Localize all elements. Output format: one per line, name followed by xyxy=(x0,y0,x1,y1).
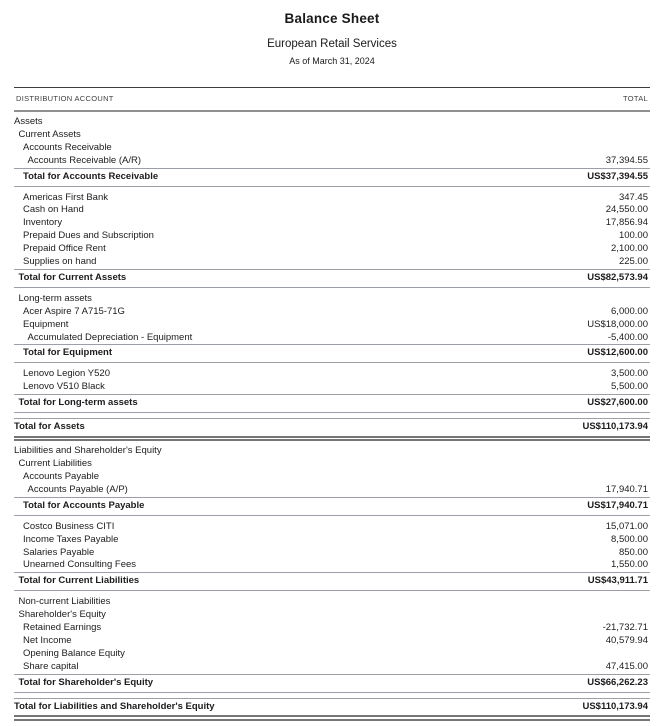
company-name: European Retail Services xyxy=(267,38,397,50)
row-label: Salaries Payable xyxy=(23,546,95,558)
row-label: Liabilities and Shareholder's Equity xyxy=(14,445,162,457)
report-header xyxy=(0,0,664,66)
table-row xyxy=(14,217,650,230)
row-value: 5,500.00 xyxy=(611,381,648,393)
row-value: 347.45 xyxy=(618,191,648,203)
table-row xyxy=(14,192,650,205)
row-value: 8,500.00 xyxy=(611,533,648,545)
table-row xyxy=(14,484,650,497)
row-label: Costco Business CITI xyxy=(23,520,115,532)
row-value: US$110,173.94 xyxy=(582,700,648,712)
table-row xyxy=(14,534,650,547)
row-label: Supplies on hand xyxy=(23,256,97,268)
table-row xyxy=(14,458,650,471)
row-label: Accounts Payable (A/P) xyxy=(27,483,128,495)
row-label: Lenovo Legion Y520 xyxy=(23,368,110,380)
row-value: US$110,173.94 xyxy=(582,421,648,433)
row-value: 24,550.00 xyxy=(605,204,648,216)
table-row xyxy=(14,497,650,516)
row-label: Unearned Consulting Fees xyxy=(23,559,137,571)
table-row xyxy=(14,204,650,217)
table-row xyxy=(14,547,650,560)
table-row xyxy=(14,381,650,394)
row-value: 850.00 xyxy=(618,546,648,558)
table-row xyxy=(14,368,650,381)
table-row xyxy=(14,142,650,155)
table-row xyxy=(14,256,650,269)
row-value: -5,400.00 xyxy=(607,331,648,343)
row-label: Opening Balance Equity xyxy=(23,647,125,659)
row-label: Share capital xyxy=(23,660,79,672)
table-row xyxy=(14,394,650,413)
row-label: Total for Current Liabilities xyxy=(18,575,140,587)
table-row xyxy=(14,155,650,168)
table-row xyxy=(14,168,650,187)
row-label: Prepaid Dues and Subscription xyxy=(23,230,154,242)
row-label: Accumulated Depreciation - Equipment xyxy=(27,331,193,343)
row-value: 37,394.55 xyxy=(605,154,648,166)
table-row xyxy=(14,609,650,622)
row-value: US$82,573.94 xyxy=(587,271,648,283)
table-row xyxy=(14,674,650,693)
table-row xyxy=(14,559,650,572)
report-title: Balance Sheet xyxy=(284,11,380,26)
row-label: Assets xyxy=(14,116,43,127)
row-label: Net Income xyxy=(23,635,72,647)
row-label: Americas First Bank xyxy=(23,191,108,203)
table-row xyxy=(14,596,650,609)
row-label: Accounts Payable xyxy=(23,471,100,483)
row-value: US$18,000.00 xyxy=(587,318,648,330)
column-header-total: TOTAL xyxy=(623,94,648,103)
row-value: 225.00 xyxy=(618,256,648,268)
table-row xyxy=(14,572,650,591)
row-label: Inventory xyxy=(23,217,63,229)
row-label: Shareholder's Equity xyxy=(18,609,106,621)
row-value: 6,000.00 xyxy=(611,305,648,317)
table-row xyxy=(14,648,650,661)
row-label: Prepaid Office Rent xyxy=(23,243,106,255)
table-row xyxy=(14,306,650,319)
table-row xyxy=(14,332,650,345)
table-row xyxy=(14,230,650,243)
table-row xyxy=(14,635,650,648)
row-value: 17,940.71 xyxy=(605,483,648,495)
row-value: US$66,262.23 xyxy=(587,676,648,688)
row-value: US$43,911.71 xyxy=(587,575,648,587)
report-table xyxy=(14,87,650,721)
report-date: As of March 31, 2024 xyxy=(289,56,375,66)
table-row xyxy=(14,344,650,363)
row-value: 3,500.00 xyxy=(611,368,648,380)
row-label: Lenovo V510 Black xyxy=(23,381,105,393)
row-label: Equipment xyxy=(23,318,69,330)
row-label: Total for Equipment xyxy=(23,347,113,359)
table-header-row xyxy=(14,87,650,112)
row-value: 40,579.94 xyxy=(605,635,648,647)
row-label: Long-term assets xyxy=(18,292,92,304)
row-label: Current Liabilities xyxy=(18,458,92,470)
row-label: Current Assets xyxy=(18,128,81,140)
row-label: Total for Current Assets xyxy=(18,271,127,283)
row-label: Total for Accounts Receivable xyxy=(23,170,159,182)
row-value: US$17,940.71 xyxy=(587,499,648,511)
section-divider-rule xyxy=(14,436,650,442)
section-divider-rule xyxy=(14,715,650,721)
row-label: Cash on Hand xyxy=(23,204,84,216)
table-row xyxy=(14,521,650,534)
row-label: Total for Assets xyxy=(14,421,85,433)
table-row xyxy=(14,319,650,332)
table-row xyxy=(14,129,650,142)
row-value: 47,415.00 xyxy=(605,660,648,672)
row-value: US$37,394.55 xyxy=(587,170,648,182)
row-value: 15,071.00 xyxy=(605,520,648,532)
row-label: Total for Long-term assets xyxy=(18,397,138,409)
table-row xyxy=(14,418,650,436)
row-value: 1,550.00 xyxy=(611,559,648,571)
table-row xyxy=(14,661,650,674)
table-row xyxy=(14,293,650,306)
row-label: Total for Shareholder's Equity xyxy=(18,676,154,688)
row-label: Accounts Receivable xyxy=(23,141,112,153)
row-value: 2,100.00 xyxy=(611,243,648,255)
row-value: US$27,600.00 xyxy=(587,397,648,409)
table-row xyxy=(14,445,650,458)
table-row xyxy=(14,269,650,288)
row-label: Acer Aspire 7 A715-71G xyxy=(23,305,125,317)
row-label: Income Taxes Payable xyxy=(23,533,119,545)
row-value: US$12,600.00 xyxy=(587,347,648,359)
row-value: 100.00 xyxy=(618,230,648,242)
table-row xyxy=(14,243,650,256)
row-label: Retained Earnings xyxy=(23,622,102,634)
table-body xyxy=(14,112,650,721)
row-label: Non-current Liabilities xyxy=(18,596,111,608)
table-row xyxy=(14,698,650,716)
column-header-distribution-account: DISTRIBUTION ACCOUNT xyxy=(16,94,114,103)
table-row xyxy=(14,471,650,484)
table-row xyxy=(14,622,650,635)
table-row xyxy=(14,116,650,129)
row-value: -21,732.71 xyxy=(602,622,648,634)
row-label: Total for Accounts Payable xyxy=(23,499,145,511)
row-label: Accounts Receivable (A/R) xyxy=(27,154,142,166)
row-label: Total for Liabilities and Shareholder's Equity xyxy=(14,700,215,712)
row-value: 17,856.94 xyxy=(605,217,648,229)
